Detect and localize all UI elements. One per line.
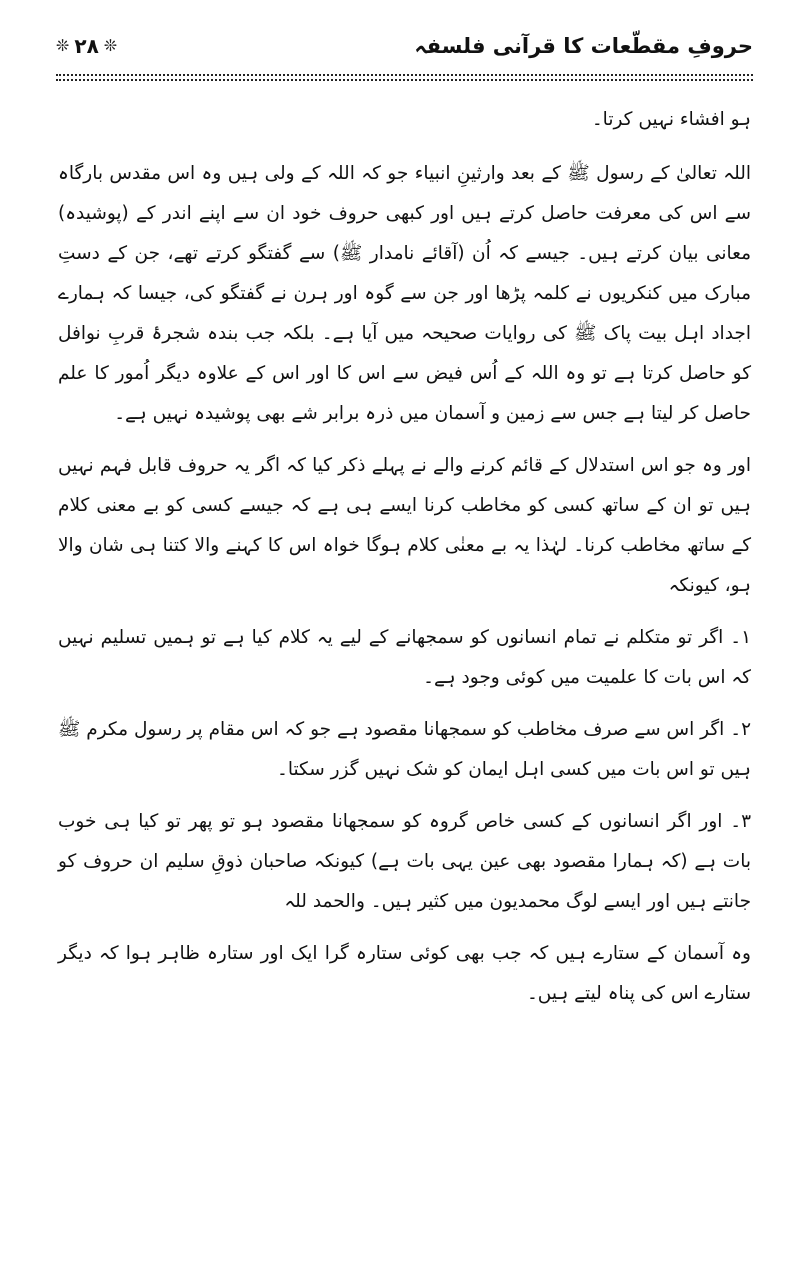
flower-ornament-icon: ❊	[103, 36, 118, 55]
paragraph: ۲۔ اگر اس سے صرف مخاطب کو سمجھانا مقصود ہے جو کہ اس مقام پر رسول مکرم ﷺ ہیں تو اس بات میں کسی اہل ایمان کو شک نہیں گزر سکتا۔	[58, 719, 751, 780]
page-header	[56, 26, 753, 66]
flower-ornament-icon: ❊	[56, 36, 70, 55]
header-divider	[56, 74, 753, 76]
running-title: حروفِ مقطّعات کا قرآنی فلسفہ	[414, 34, 753, 58]
body-text	[58, 100, 751, 1026]
header-divider-secondary	[56, 79, 753, 81]
paragraph: اور وہ جو اس استدلال کے قائم کرنے والے نے پہلے ذکر کیا کہ اگر یہ حروف قابل فہم نہیں ہیں تو ان کے ساتھ کسی کو مخاطب کرنا ایسے ہی ہے کہ جیسے کسی کو بے معنی کلام کے ساتھ مخاطب کرنا۔ لہٰذا یہ بے معنٰی کلام ہوگا خواہ اس کا کہنے والا کتنا ہی شان والا ہو، کیونکہ	[58, 455, 751, 596]
paragraph: ۳۔ اور اگر انسانوں کے کسی خاص گروہ کو سمجھانا مقصود ہو تو پھر تو کیا ہی خوب بات ہے (کہ ہمارا مقصود بھی عین یہی بات ہے) کیونکہ صاحبان ذوقِ سلیم ان حروف کو جانتے ہیں اور ایسے لوگ محمدیون میں کثیر ہیں۔ والحمد للہ	[58, 811, 751, 912]
paragraph: ہو افشاء نہیں کرتا۔	[591, 109, 751, 130]
paragraph: اللہ تعالیٰ کے رسول ﷺ کے بعد وارثینِ انبیاء جو کہ اللہ کے ولی ہیں وہ اس مقدس بارگاہ سے اس کی معرفت حاصل کرتے ہیں اور کبھی حروف خود ان سے اپنے اندر کے (پوشیدہ) معانی بیان کرتے ہیں۔ جیسے کہ اُن (آقائے نامدار ﷺ) سے گفتگو کرتے تھے، جن کے دستِ مبارک میں کنکریوں نے کلمہ پڑھا اور جن سے گوہ اور ہرن نے گفتگو کی، جیسا کہ ہمارے اجداد اہل بیت پاک ﷺ کی روایات صحیحہ میں آیا ہے۔ بلکہ جب بندہ شجرۂ قربِ نوافل کو حاصل کرتا ہے تو وہ اللہ کے اُس فیض سے اس کا اور اس کے علاوہ دیگر اُمور کا علم حاصل کر لیتا ہے جس سے زمین و آسمان میں ذرہ برابر شے بھی پوشیدہ نہیں ہے۔	[58, 163, 751, 424]
page-number-block	[56, 34, 117, 58]
paragraph: ۱۔ اگر تو متکلم نے تمام انسانوں کو سمجھانے کے لیے یہ کلام کیا ہے تو ہمیں تسلیم نہیں کہ اس بات کا علمیت میں کوئی وجود ہے۔	[58, 627, 751, 688]
paragraph: وہ آسمان کے ستارے ہیں کہ جب بھی کوئی ستارہ گرا ایک اور ستارہ ظاہر ہوا کہ دیگر ستارے اس کی پناہ لیتے ہیں۔	[58, 943, 751, 1004]
page-number: ۲۸	[74, 34, 99, 58]
